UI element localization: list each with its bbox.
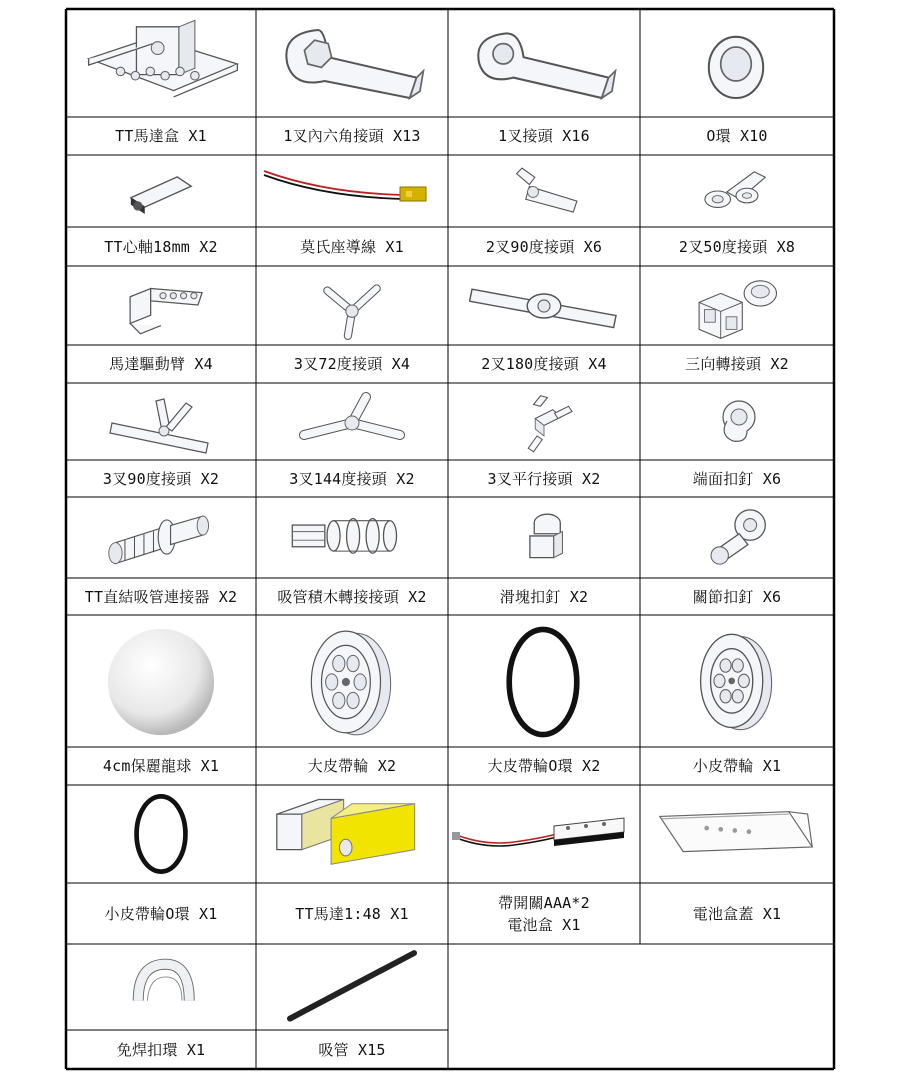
- part-label-line: 電池盒 X1: [507, 915, 581, 934]
- single-connector-icon: [456, 13, 632, 115]
- part-label: 3叉72度接頭 X4: [293, 355, 411, 373]
- o-ring-icon: [648, 13, 824, 115]
- foam-ball-icon: [96, 623, 226, 741]
- part-label: 3叉144度接頭 X2: [289, 469, 415, 488]
- part-label: 2叉180度接頭 X4: [481, 355, 607, 373]
- part-label: 三向轉接頭 X2: [685, 355, 789, 373]
- straw-icon: [266, 946, 438, 1028]
- hex-connector-icon: [264, 13, 440, 115]
- connector-2-90-icon: [458, 159, 630, 223]
- part-label: 3叉90度接頭 X2: [102, 469, 220, 488]
- straw-adapter-icon: [266, 499, 438, 575]
- wire-icon: [260, 159, 440, 223]
- connector-3-parallel-icon: [458, 387, 630, 457]
- end-rivet-icon: [650, 387, 822, 457]
- connector-3-72-icon: [266, 270, 438, 342]
- part-label: 3叉平行接頭 X2: [487, 469, 601, 488]
- part-label: 滑塊扣釘 X2: [499, 587, 589, 606]
- part-label: 大皮帶輪O環 X2: [487, 757, 601, 775]
- connector-2-180-icon: [458, 270, 630, 342]
- part-label: 4cm保麗龍球 X1: [102, 757, 220, 775]
- part-label: 小皮帶輪 X1: [692, 757, 782, 775]
- solderless-clip-icon: [86, 946, 236, 1028]
- part-label: [448, 883, 640, 944]
- part-label: O環 X10: [706, 127, 768, 145]
- slider-rivet-icon: [458, 499, 630, 575]
- part-label: TT馬達盒 X1: [115, 127, 207, 145]
- part-label: 1叉接頭 X16: [498, 127, 590, 145]
- part-label: TT直結吸管連接器 X2: [84, 587, 238, 606]
- part-label: TT馬達1:48 X1: [295, 904, 409, 923]
- part-label: 關節扣釘 X6: [692, 587, 782, 606]
- part-label: 2叉90度接頭 X6: [485, 237, 603, 256]
- small-belt-ring-icon: [86, 787, 236, 881]
- part-label: 大皮帶輪 X2: [307, 757, 397, 775]
- shaft-icon: [106, 163, 216, 221]
- motor-box-icon: [78, 13, 248, 115]
- battery-cover-icon: [648, 787, 824, 881]
- small-pulley-icon: [670, 621, 800, 743]
- connector-2-50-icon: [650, 159, 822, 223]
- part-label: 電池盒蓋 X1: [692, 904, 782, 923]
- battery-box-icon: [450, 787, 640, 881]
- part-label: TT心軸18mm X2: [104, 237, 218, 256]
- connector-3-90-icon: [76, 387, 248, 457]
- tt-motor-icon: [264, 787, 440, 881]
- part-label: 免焊扣環 X1: [116, 1040, 206, 1059]
- part-label: 小皮帶輪O環 X1: [104, 904, 218, 923]
- part-label: 馬達驅動臂 X4: [109, 355, 213, 373]
- large-pulley-icon: [276, 621, 426, 743]
- part-label: 1叉內六角接頭 X13: [283, 127, 421, 145]
- motor-arm-icon: [76, 270, 248, 342]
- connector-3-144-icon: [266, 387, 438, 457]
- part-label: 莫氏座導線 X1: [300, 237, 404, 256]
- part-label-line: 帶開關AAA*2: [498, 893, 590, 912]
- three-way-adapter-icon: [650, 270, 822, 342]
- part-label: 2叉50度接頭 X8: [678, 237, 796, 256]
- part-label: 吸管 X15: [318, 1040, 386, 1059]
- straw-coupler-icon: [76, 499, 248, 575]
- part-label: 端面扣釘 X6: [692, 469, 782, 488]
- part-label: 吸管積木轉接接頭 X2: [277, 587, 427, 606]
- large-belt-ring-icon: [478, 621, 608, 743]
- joint-rivet-icon: [650, 499, 822, 575]
